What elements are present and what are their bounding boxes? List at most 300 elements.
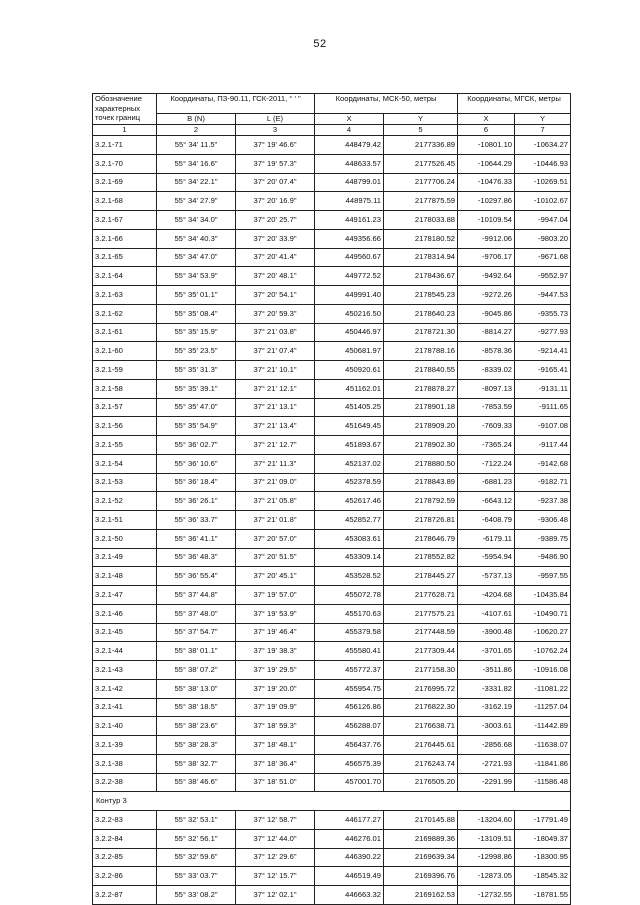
cell-msk-y: 2178901.18: [384, 398, 458, 417]
cell-msk-y: 2176445.61: [384, 736, 458, 755]
cell-latitude-b: 55° 35' 23.5": [157, 342, 236, 361]
cell-mgsk-y: -9803.20: [515, 229, 571, 248]
cell-msk-x: 449991.40: [315, 286, 384, 305]
cell-mgsk-y: -11586.48: [515, 773, 571, 792]
header-point-name: Обозначение характерных точек границ: [93, 94, 157, 125]
cell-mgsk-y: -10634.27: [515, 136, 571, 155]
cell-mgsk-x: -12998.86: [458, 848, 515, 867]
cell-mgsk-x: -6643.12: [458, 492, 515, 511]
cell-msk-x: 456575.39: [315, 754, 384, 773]
table-row: [93, 754, 571, 773]
cell-longitude-l: 37° 19' 29.5": [236, 661, 315, 680]
table-row: [93, 698, 571, 717]
cell-msk-y: 2169639.34: [384, 848, 458, 867]
cell-msk-x: 446276.01: [315, 829, 384, 848]
section-label: Контур 3: [93, 792, 571, 811]
cell-latitude-b: 55° 38' 32.7": [157, 754, 236, 773]
cell-point-name: 3.2.1-40: [93, 717, 157, 736]
cell-mgsk-y: -9355.73: [515, 304, 571, 323]
cell-mgsk-y: -11257.04: [515, 698, 571, 717]
table-row: [93, 773, 571, 792]
cell-mgsk-y: -11638.07: [515, 736, 571, 755]
cell-mgsk-y: -10446.93: [515, 154, 571, 173]
cell-mgsk-y: -9671.68: [515, 248, 571, 267]
cell-longitude-l: 37° 12' 58.7": [236, 811, 315, 830]
cell-longitude-l: 37° 20' 57.0": [236, 529, 315, 548]
cell-point-name: 3.2.2-86: [93, 867, 157, 886]
table-row: [93, 604, 571, 623]
table-row: [93, 586, 571, 605]
cell-msk-y: 2178843.89: [384, 473, 458, 492]
cell-latitude-b: 55° 36' 55.4": [157, 567, 236, 586]
cell-mgsk-x: -9912.06: [458, 229, 515, 248]
cell-msk-y: 2178788.16: [384, 342, 458, 361]
cell-latitude-b: 55° 35' 15.9": [157, 323, 236, 342]
coordinates-table: [92, 93, 571, 905]
cell-msk-y: 2176822.30: [384, 698, 458, 717]
cell-msk-y: 2177628.71: [384, 586, 458, 605]
cell-point-name: 3.2.1-64: [93, 267, 157, 286]
cell-mgsk-y: -9165.41: [515, 361, 571, 380]
cell-mgsk-y: -10102.67: [515, 192, 571, 211]
cell-longitude-l: 37° 18' 48.1": [236, 736, 315, 755]
cell-latitude-b: 55° 33' 08.2": [157, 886, 236, 905]
cell-longitude-l: 37° 18' 59.3": [236, 717, 315, 736]
cell-msk-y: 2177448.59: [384, 623, 458, 642]
cell-mgsk-y: -11442.89: [515, 717, 571, 736]
cell-point-name: 3.2.1-61: [93, 323, 157, 342]
table-row: [93, 248, 571, 267]
cell-msk-x: 451649.45: [315, 417, 384, 436]
cell-msk-x: 450446.97: [315, 323, 384, 342]
cell-point-name: 3.2.1-45: [93, 623, 157, 642]
cell-longitude-l: 37° 21' 01.8": [236, 511, 315, 530]
cell-msk-y: 2178840.55: [384, 361, 458, 380]
cell-msk-x: 457001.70: [315, 773, 384, 792]
cell-longitude-l: 37° 18' 51.0": [236, 773, 315, 792]
cell-latitude-b: 55° 36' 02.7": [157, 436, 236, 455]
cell-latitude-b: 55° 36' 26.1": [157, 492, 236, 511]
cell-mgsk-y: -10490.71: [515, 604, 571, 623]
column-number: 2: [157, 125, 236, 136]
table-row: [93, 323, 571, 342]
cell-msk-x: 449161.23: [315, 211, 384, 230]
cell-mgsk-y: -9237.38: [515, 492, 571, 511]
cell-msk-y: 2177526.45: [384, 154, 458, 173]
cell-msk-y: 2178878.27: [384, 379, 458, 398]
cell-longitude-l: 37° 12' 02.1": [236, 886, 315, 905]
cell-mgsk-y: -9117.44: [515, 436, 571, 455]
cell-msk-x: 455580.41: [315, 642, 384, 661]
cell-msk-x: 448479.42: [315, 136, 384, 155]
cell-msk-x: 456126.86: [315, 698, 384, 717]
cell-mgsk-x: -7853.59: [458, 398, 515, 417]
cell-mgsk-y: -9597.55: [515, 567, 571, 586]
cell-point-name: 3.2.1-52: [93, 492, 157, 511]
cell-msk-y: 2169396.76: [384, 867, 458, 886]
cell-mgsk-x: -6881.23: [458, 473, 515, 492]
cell-msk-y: 2176505.20: [384, 773, 458, 792]
cell-mgsk-x: -8814.27: [458, 323, 515, 342]
cell-mgsk-y: -10269.51: [515, 173, 571, 192]
cell-mgsk-x: -9272.26: [458, 286, 515, 305]
cell-longitude-l: 37° 21' 12.1": [236, 379, 315, 398]
cell-longitude-l: 37° 20' 25.7": [236, 211, 315, 230]
cell-msk-x: 448799.01: [315, 173, 384, 192]
cell-latitude-b: 55° 38' 28.3": [157, 736, 236, 755]
table-row: [93, 661, 571, 680]
cell-latitude-b: 55° 36' 18.4": [157, 473, 236, 492]
header-msk50-coordinates: Координаты, МСК-50, метры: [315, 94, 458, 114]
cell-latitude-b: 55° 34' 34.0": [157, 211, 236, 230]
cell-msk-x: 452852.77: [315, 511, 384, 530]
cell-mgsk-x: -9045.86: [458, 304, 515, 323]
cell-mgsk-y: -9552.97: [515, 267, 571, 286]
table-row: [93, 848, 571, 867]
cell-msk-y: 2176995.72: [384, 679, 458, 698]
cell-msk-x: 455170.63: [315, 604, 384, 623]
cell-point-name: 3.2.1-51: [93, 511, 157, 530]
cell-point-name: 3.2.1-49: [93, 548, 157, 567]
column-number: 1: [93, 125, 157, 136]
cell-longitude-l: 37° 20' 51.5": [236, 548, 315, 567]
cell-point-name: 3.2.1-54: [93, 454, 157, 473]
cell-msk-x: 456288.07: [315, 717, 384, 736]
cell-longitude-l: 37° 18' 36.4": [236, 754, 315, 773]
table-row: [93, 567, 571, 586]
cell-msk-y: 2169889.36: [384, 829, 458, 848]
cell-msk-y: 2177706.24: [384, 173, 458, 192]
cell-mgsk-x: -12732.55: [458, 886, 515, 905]
cell-mgsk-x: -2291.99: [458, 773, 515, 792]
cell-latitude-b: 55° 35' 01.1": [157, 286, 236, 305]
cell-point-name: 3.2.1-63: [93, 286, 157, 305]
cell-msk-x: 446663.32: [315, 886, 384, 905]
cell-point-name: 3.2.1-46: [93, 604, 157, 623]
header-b-latitude: B (N): [157, 114, 236, 125]
cell-latitude-b: 55° 37' 54.7": [157, 623, 236, 642]
cell-latitude-b: 55° 34' 16.6": [157, 154, 236, 173]
cell-longitude-l: 37° 21' 07.4": [236, 342, 315, 361]
cell-longitude-l: 37° 21' 10.1": [236, 361, 315, 380]
cell-longitude-l: 37° 20' 16.9": [236, 192, 315, 211]
cell-mgsk-x: -7609.33: [458, 417, 515, 436]
cell-point-name: 3.2.1-57: [93, 398, 157, 417]
cell-longitude-l: 37° 20' 41.4": [236, 248, 315, 267]
cell-msk-x: 446519.49: [315, 867, 384, 886]
table-row: [93, 886, 571, 905]
cell-msk-y: 2170145.88: [384, 811, 458, 830]
cell-point-name: 3.2.1-62: [93, 304, 157, 323]
cell-mgsk-x: -7365.24: [458, 436, 515, 455]
cell-msk-x: 449772.52: [315, 267, 384, 286]
cell-msk-x: 448633.57: [315, 154, 384, 173]
cell-latitude-b: 55° 35' 54.9": [157, 417, 236, 436]
cell-msk-x: 452378.59: [315, 473, 384, 492]
cell-mgsk-y: -17791.49: [515, 811, 571, 830]
cell-msk-x: 455072.78: [315, 586, 384, 605]
cell-latitude-b: 55° 36' 10.6": [157, 454, 236, 473]
cell-mgsk-y: -10620.27: [515, 623, 571, 642]
cell-msk-y: 2178545.23: [384, 286, 458, 305]
cell-longitude-l: 37° 20' 48.1": [236, 267, 315, 286]
table-row: [93, 548, 571, 567]
header-pz90-coordinates: Координаты, ПЗ-90.11, ГСК-2011, ° ' ": [157, 94, 315, 114]
cell-msk-x: 451893.67: [315, 436, 384, 455]
table-row: [93, 379, 571, 398]
cell-longitude-l: 37° 20' 54.1": [236, 286, 315, 305]
table-row: [93, 811, 571, 830]
cell-point-name: 3.2.1-67: [93, 211, 157, 230]
cell-mgsk-y: -9306.48: [515, 511, 571, 530]
cell-point-name: 3.2.2-87: [93, 886, 157, 905]
cell-msk-x: 451405.25: [315, 398, 384, 417]
cell-msk-x: 455379.58: [315, 623, 384, 642]
header-msk-x: X: [315, 114, 384, 125]
table-row: [93, 286, 571, 305]
table-row: [93, 398, 571, 417]
cell-mgsk-x: -8339.02: [458, 361, 515, 380]
cell-mgsk-y: -9947.04: [515, 211, 571, 230]
cell-msk-y: 2178033.88: [384, 211, 458, 230]
cell-longitude-l: 37° 19' 57.3": [236, 154, 315, 173]
cell-mgsk-y: -18545.32: [515, 867, 571, 886]
cell-longitude-l: 37° 12' 44.0": [236, 829, 315, 848]
cell-longitude-l: 37° 20' 45.1": [236, 567, 315, 586]
table-row: [93, 717, 571, 736]
cell-msk-x: 446177.27: [315, 811, 384, 830]
cell-mgsk-x: -12873.05: [458, 867, 515, 886]
cell-msk-y: 2178902.30: [384, 436, 458, 455]
cell-longitude-l: 37° 19' 46.6": [236, 136, 315, 155]
cell-longitude-l: 37° 21' 13.4": [236, 417, 315, 436]
cell-latitude-b: 55° 35' 31.3": [157, 361, 236, 380]
cell-latitude-b: 55° 34' 40.3": [157, 229, 236, 248]
cell-mgsk-x: -6179.11: [458, 529, 515, 548]
cell-point-name: 3.2.2-38: [93, 773, 157, 792]
cell-latitude-b: 55° 38' 13.0": [157, 679, 236, 698]
cell-mgsk-x: -10109.54: [458, 211, 515, 230]
cell-point-name: 3.2.1-43: [93, 661, 157, 680]
section-row: [93, 792, 571, 811]
table-row: [93, 623, 571, 642]
cell-msk-x: 449356.66: [315, 229, 384, 248]
table-row: [93, 511, 571, 530]
cell-mgsk-x: -3331.82: [458, 679, 515, 698]
cell-mgsk-x: -9492.64: [458, 267, 515, 286]
header-l-longitude: L (E): [236, 114, 315, 125]
cell-latitude-b: 55° 32' 53.1": [157, 811, 236, 830]
cell-mgsk-y: -9142.68: [515, 454, 571, 473]
cell-point-name: 3.2.1-59: [93, 361, 157, 380]
cell-msk-x: 453083.61: [315, 529, 384, 548]
table-row: [93, 173, 571, 192]
table-row: [93, 473, 571, 492]
cell-mgsk-x: -3511.86: [458, 661, 515, 680]
cell-msk-x: 448975.11: [315, 192, 384, 211]
table-row: [93, 154, 571, 173]
cell-msk-x: 450920.61: [315, 361, 384, 380]
cell-mgsk-x: -7122.24: [458, 454, 515, 473]
cell-longitude-l: 37° 19' 53.9": [236, 604, 315, 623]
cell-longitude-l: 37° 12' 15.7": [236, 867, 315, 886]
table-row: [93, 867, 571, 886]
cell-msk-y: 2178436.67: [384, 267, 458, 286]
cell-mgsk-x: -10801.10: [458, 136, 515, 155]
cell-point-name: 3.2.2-84: [93, 829, 157, 848]
cell-latitude-b: 55° 38' 18.5": [157, 698, 236, 717]
cell-longitude-l: 37° 19' 09.9": [236, 698, 315, 717]
cell-msk-y: 2177336.89: [384, 136, 458, 155]
cell-latitude-b: 55° 32' 56.1": [157, 829, 236, 848]
cell-msk-y: 2178792.59: [384, 492, 458, 511]
table-row: [93, 342, 571, 361]
column-number: 7: [515, 125, 571, 136]
cell-latitude-b: 55° 38' 01.1": [157, 642, 236, 661]
cell-msk-y: 2178880.50: [384, 454, 458, 473]
page-number: 52: [313, 38, 327, 50]
cell-msk-y: 2178640.23: [384, 304, 458, 323]
column-number: 4: [315, 125, 384, 136]
table-row: [93, 454, 571, 473]
cell-msk-x: 453309.14: [315, 548, 384, 567]
cell-longitude-l: 37° 20' 07.4": [236, 173, 315, 192]
column-number: 6: [458, 125, 515, 136]
cell-latitude-b: 55° 36' 41.1": [157, 529, 236, 548]
header-mgsk-x: X: [458, 114, 515, 125]
cell-point-name: 3.2.1-65: [93, 248, 157, 267]
cell-latitude-b: 55° 33' 03.7": [157, 867, 236, 886]
cell-point-name: 3.2.1-60: [93, 342, 157, 361]
cell-latitude-b: 55° 37' 44.8": [157, 586, 236, 605]
table-row: [93, 642, 571, 661]
cell-latitude-b: 55° 34' 22.1": [157, 173, 236, 192]
cell-point-name: 3.2.1-47: [93, 586, 157, 605]
cell-mgsk-x: -3003.61: [458, 717, 515, 736]
cell-point-name: 3.2.1-38: [93, 754, 157, 773]
cell-longitude-l: 37° 12' 29.6": [236, 848, 315, 867]
table-row: [93, 492, 571, 511]
cell-mgsk-y: -18781.55: [515, 886, 571, 905]
cell-latitude-b: 55° 38' 07.2": [157, 661, 236, 680]
cell-msk-y: 2178646.79: [384, 529, 458, 548]
cell-latitude-b: 55° 36' 33.7": [157, 511, 236, 530]
table-row: [93, 436, 571, 455]
cell-msk-y: 2178445.27: [384, 567, 458, 586]
cell-mgsk-x: -4107.61: [458, 604, 515, 623]
cell-longitude-l: 37° 21' 13.1": [236, 398, 315, 417]
table-row: [93, 267, 571, 286]
cell-latitude-b: 55° 35' 47.0": [157, 398, 236, 417]
cell-msk-y: 2178314.94: [384, 248, 458, 267]
cell-mgsk-y: -9486.90: [515, 548, 571, 567]
cell-msk-y: 2177309.44: [384, 642, 458, 661]
cell-point-name: 3.2.1-66: [93, 229, 157, 248]
cell-point-name: 3.2.1-53: [93, 473, 157, 492]
cell-point-name: 3.2.1-69: [93, 173, 157, 192]
cell-point-name: 3.2.1-41: [93, 698, 157, 717]
cell-msk-x: 450216.50: [315, 304, 384, 323]
table-row: [93, 229, 571, 248]
cell-msk-y: 2178909.20: [384, 417, 458, 436]
cell-mgsk-x: -3900.48: [458, 623, 515, 642]
table-row: [93, 736, 571, 755]
cell-mgsk-y: -9389.75: [515, 529, 571, 548]
table-row: [93, 679, 571, 698]
cell-mgsk-x: -10476.33: [458, 173, 515, 192]
cell-longitude-l: 37° 21' 11.3": [236, 454, 315, 473]
cell-msk-y: 2176638.71: [384, 717, 458, 736]
cell-msk-x: 455954.75: [315, 679, 384, 698]
cell-longitude-l: 37° 21' 12.7": [236, 436, 315, 455]
cell-latitude-b: 55° 32' 59.6": [157, 848, 236, 867]
cell-mgsk-y: -9214.41: [515, 342, 571, 361]
cell-latitude-b: 55° 35' 39.1": [157, 379, 236, 398]
cell-mgsk-y: -9182.71: [515, 473, 571, 492]
cell-point-name: 3.2.1-55: [93, 436, 157, 455]
table-row: [93, 192, 571, 211]
cell-msk-x: 453528.52: [315, 567, 384, 586]
table-row: [93, 529, 571, 548]
cell-mgsk-x: -2721.93: [458, 754, 515, 773]
cell-point-name: 3.2.1-56: [93, 417, 157, 436]
cell-mgsk-x: -10297.86: [458, 192, 515, 211]
cell-mgsk-y: -9131.11: [515, 379, 571, 398]
cell-msk-x: 452617.46: [315, 492, 384, 511]
cell-latitude-b: 55° 38' 46.6": [157, 773, 236, 792]
cell-msk-x: 449560.67: [315, 248, 384, 267]
cell-msk-y: 2169162.53: [384, 886, 458, 905]
cell-mgsk-x: -8578.36: [458, 342, 515, 361]
header-mgsk-coordinates: Координаты, МГСК, метры: [458, 94, 571, 114]
cell-mgsk-x: -2856.68: [458, 736, 515, 755]
table-row: [93, 136, 571, 155]
cell-msk-x: 455772.37: [315, 661, 384, 680]
column-number: 5: [384, 125, 458, 136]
cell-mgsk-x: -8097.13: [458, 379, 515, 398]
cell-point-name: 3.2.2-83: [93, 811, 157, 830]
cell-mgsk-x: -5954.94: [458, 548, 515, 567]
cell-longitude-l: 37° 19' 38.3": [236, 642, 315, 661]
cell-mgsk-x: -6408.79: [458, 511, 515, 530]
cell-mgsk-y: -9277.93: [515, 323, 571, 342]
table-row: [93, 211, 571, 230]
cell-point-name: 3.2.1-70: [93, 154, 157, 173]
cell-msk-y: 2177158.30: [384, 661, 458, 680]
cell-longitude-l: 37° 20' 59.3": [236, 304, 315, 323]
cell-msk-x: 446390.22: [315, 848, 384, 867]
cell-mgsk-y: -10916.08: [515, 661, 571, 680]
table-row: [93, 417, 571, 436]
cell-point-name: 3.2.1-48: [93, 567, 157, 586]
cell-msk-y: 2178721.30: [384, 323, 458, 342]
cell-latitude-b: 55° 38' 23.6": [157, 717, 236, 736]
cell-mgsk-y: -18049.37: [515, 829, 571, 848]
cell-latitude-b: 55° 34' 53.9": [157, 267, 236, 286]
cell-point-name: 3.2.1-50: [93, 529, 157, 548]
cell-msk-x: 456437.76: [315, 736, 384, 755]
cell-longitude-l: 37° 19' 46.4": [236, 623, 315, 642]
cell-mgsk-x: -13204.60: [458, 811, 515, 830]
cell-longitude-l: 37° 19' 20.0": [236, 679, 315, 698]
cell-mgsk-x: -13109.51: [458, 829, 515, 848]
cell-mgsk-y: -10435.84: [515, 586, 571, 605]
cell-point-name: 3.2.1-58: [93, 379, 157, 398]
cell-latitude-b: 55° 35' 08.4": [157, 304, 236, 323]
cell-latitude-b: 55° 37' 48.0": [157, 604, 236, 623]
cell-latitude-b: 55° 34' 27.9": [157, 192, 236, 211]
cell-longitude-l: 37° 21' 09.0": [236, 473, 315, 492]
